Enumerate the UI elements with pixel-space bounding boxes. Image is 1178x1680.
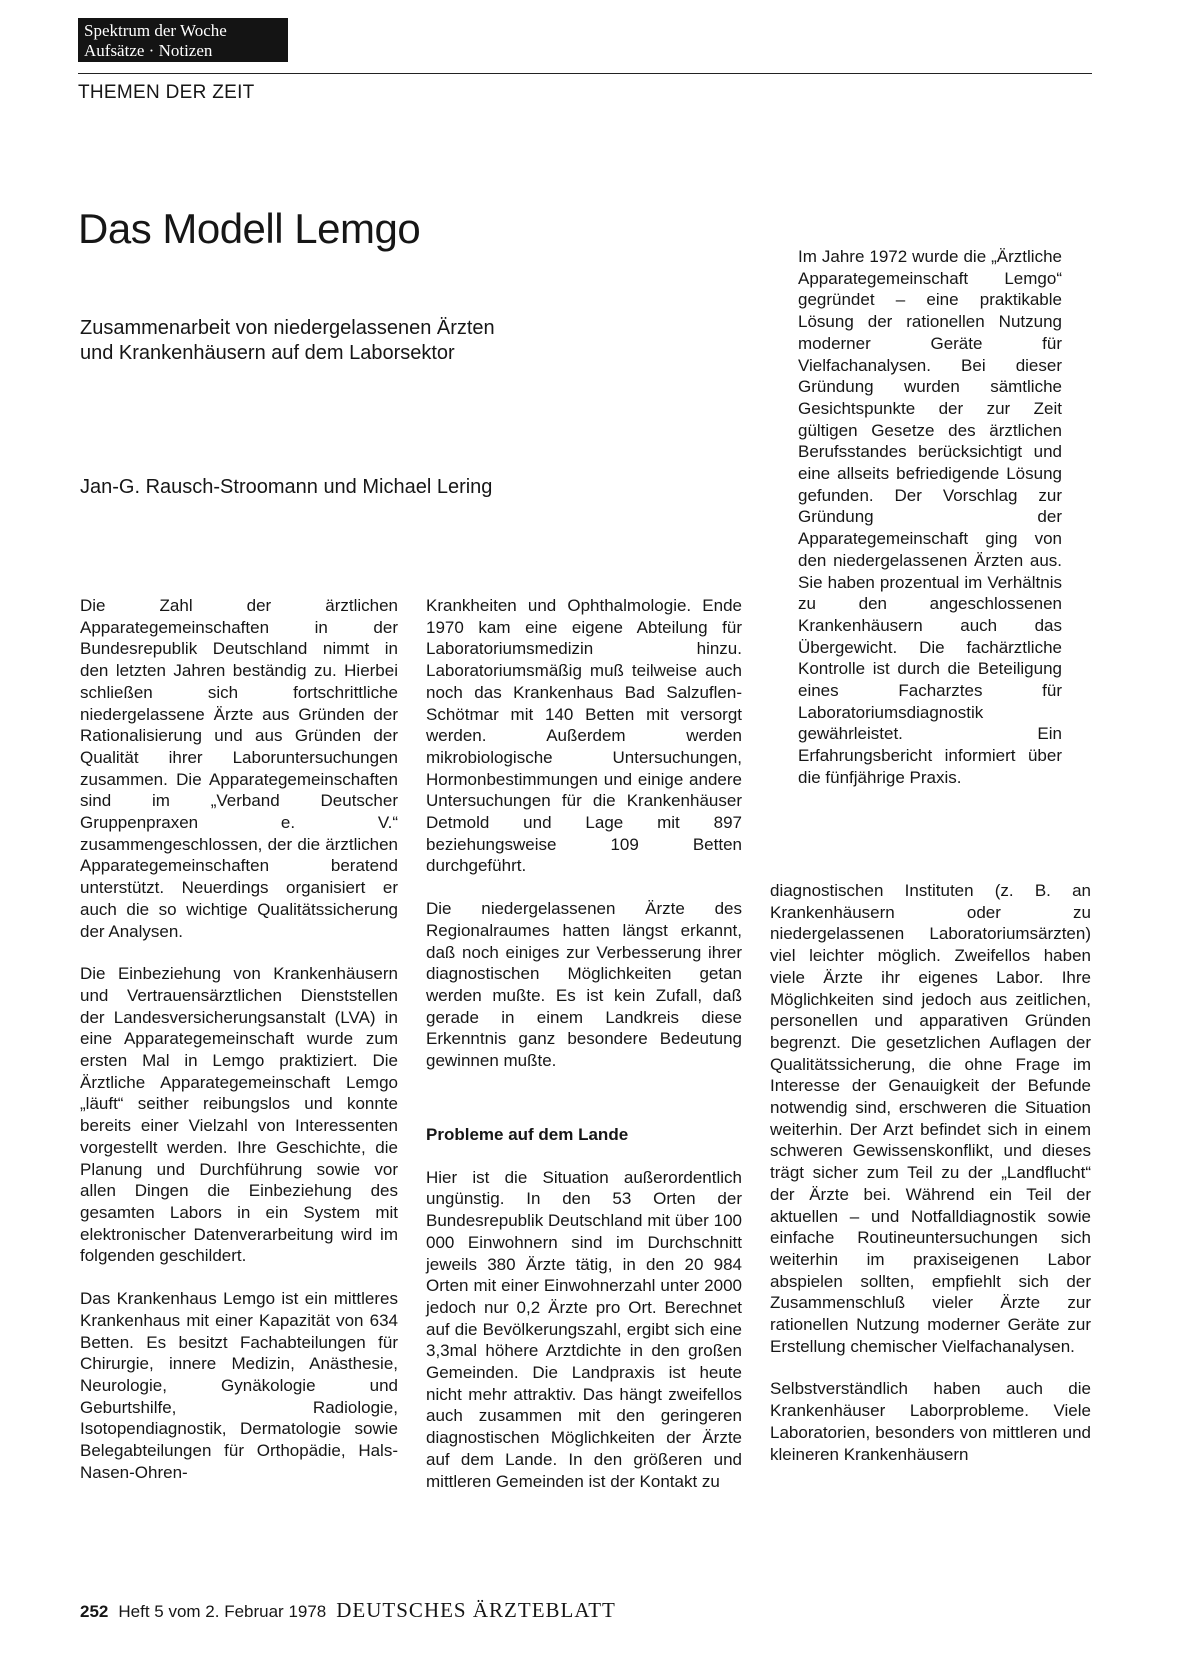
paragraph: diagnostischen Instituten (z. B. an Krankenhäusern oder zu niedergelassenen Laboratoriumsärzten) viel leichter möglich. Zweifellos haben viele Ärzte ihr eigenes Labor. Ihre Möglichkeiten sind jedoch aus zeitlichen, personellen und apparativen Gründen begrenzt. Die gesetzlichen Auflagen der Qualitätssicherung, die ohne Frage im Interesse der Genauigkeit der Befunde notwendig sind, erschweren die Situation weiterhin. Der Arzt befindet sich in einem schweren Gewissenskonflikt, und dieses trägt sicher zum Teil zu der „Landflucht“ der Ärzte bei. Während ein Teil der aktuellen – und Notfalldiagnostik sowie einfache Routineuntersuchungen sich weiterhin im praxiseigenen Labor abspielen sollten, empfiehlt sich der Zusammenschluß vieler Ärzte zur rationellen Nutzung moderner Geräte zur Erstellung chemischer Vielfachanalysen.	[770, 881, 1091, 1356]
paragraph: Hier ist die Situation außerordentlich ungünstig. In den 53 Orten der Bundesrepublik Deutschland mit über 100 000 Einwohnern sind im Durchschnitt jeweils 380 Ärzte tätig, in den 20 984 Orten mit einer Einwohnerzahl unter 2000 jedoch nur 0,2 Ärzte pro Ort. Berechnet auf die Bevölkerungszahl, ergibt sich eine 3,3mal höhere Arztdichte in den großen Gemeinden. Die Landpraxis ist heute nicht mehr attraktiv. Das hängt zweifellos auch zusammen mit den geringeren diagnostischen Möglichkeiten der Ärzte auf dem Lande. In den größeren und mittleren Gemeinden ist der Kontakt zu	[426, 1167, 742, 1491]
masthead	[78, 18, 288, 62]
paragraph: Die niedergelassenen Ärzte des Regionalraumes hatten längst erkannt, daß noch einiges zur Verbesserung ihrer diagnostischen Möglichkeiten getan werden mußte. Es ist kein Zufall, daß gerade in einem Landkreis diese Erkenntnis ganz besondere Bedeutung gewinnen mußte.	[426, 899, 742, 1071]
publication-name: DEUTSCHES ÄRZTEBLATT	[336, 1598, 616, 1622]
paragraph: Das Krankenhaus Lemgo ist ein mittleres Krankenhaus mit einer Kapazität von 634 Betten. Es besitzt Fachabteilungen für Chirurgie, innere Medizin, Anästhesie, Neurologie, Gynäkologie und Geburtshilfe, Radiologie, Isotopendiagnostik, Dermatologie sowie Belegabteilungen für Orthopädie, Hals-Nasen-Ohren-	[80, 1289, 398, 1482]
subtitle-line-2: und Krankenhäusern auf dem Laborsektor	[80, 342, 455, 364]
article-authors: Jan-G. Rausch-Stroomann und Michael Lering	[80, 476, 493, 498]
paragraph: Selbstverständlich haben auch die Krankenhäuser Laborprobleme. Viele Laboratorien, besonders von mittleren und kleineren Krankenhäusern	[770, 1379, 1091, 1464]
article-subtitle	[80, 316, 495, 366]
body-column-2-bottom	[426, 1124, 742, 1492]
subtitle-line-1: Zusammenarbeit von niedergelassenen Ärzten	[80, 317, 495, 339]
issue-info: Heft 5 vom 2. Februar 1978	[118, 1602, 327, 1621]
body-column-1	[80, 595, 398, 1483]
article-title: Das Modell Lemgo	[78, 205, 421, 252]
section-label: THEMEN DER ZEIT	[78, 82, 255, 103]
masthead-line-2: Aufsätze · Notizen	[84, 41, 213, 60]
body-column-2-top	[426, 595, 742, 1072]
page-number: 252	[80, 1602, 109, 1621]
paragraph: Die Einbeziehung von Krankenhäusern und Vertrauensärztlichen Dienststellen der Landesversicherungsanstalt (LVA) in eine Apparategemeinschaft wurde zum ersten Mal in Lemgo praktiziert. Die Ärztliche Apparategemeinschaft Lemgo „läuft“ seither reibungslos und konnte bereits einer Vielzahl von Interessenten vorgestellt werden. Ihre Geschichte, die Planung und Durchführung sowie vor allen Dingen die Einbeziehung des gesamten Labors in ein System mit elektronischer Datenverarbeitung wird im folgenden geschildert.	[80, 964, 398, 1266]
paragraph: Die Zahl der ärztlichen Apparategemeinschaften in der Bundesrepublik Deutschland nimmt in den letzten Jahren beständig zu. Hierbei schließen sich fortschrittliche niedergelassene Ärzte aus Gründen der Rationalisierung und aus Gründen der Qualität ihrer Laboruntersuchungen zusammen. Die Apparategemeinschaften sind im „Verband Deutscher Gruppenpraxen e. V.“ zusammengeschlossen, der die ärztlichen Apparategemeinschaften beratend unterstützt. Neuerdings organisiert er auch die so wichtige Qualitätssicherung der Analysen.	[80, 596, 398, 941]
abstract-paragraph: Im Jahre 1972 wurde die „Ärztliche Apparategemeinschaft Lemgo“ gegründet – eine praktikable Lösung der rationellen Nutzung moderner Geräte für Vielfachanalysen. Bei dieser Gründung wurden sämtliche Gesichtspunkte der zur Zeit gültigen Gesetze des ärztlichen Berufsstandes berücksichtigt und eine allseits befriedigende Lösung gefunden. Der Vorschlag zur Gründung der Apparategemeinschaft ging von den niedergelassenen Ärzten aus. Sie haben prozentual im Verhältnis zu den angeschlossenen Krankenhäusern auch das Übergewicht. Die fachärztliche Kontrolle ist durch die Beteiligung eines Facharztes für Laboratoriumsdiagnostik gewährleistet. Ein Erfahrungsbericht informiert über die fünfjährige Praxis.	[798, 247, 1062, 787]
masthead-line-1: Spektrum der Woche	[84, 21, 227, 40]
body-column-3	[770, 880, 1091, 1465]
section-heading: Probleme auf dem Lande	[426, 1125, 629, 1144]
header-rule	[78, 73, 1092, 74]
abstract-column	[798, 246, 1062, 789]
paragraph: Krankheiten und Ophthalmologie. Ende 1970 kam eine eigene Abteilung für Laboratoriumsmedizin hinzu. Laboratoriumsmäßig muß teilweise auch noch das Krankenhaus Bad Salzuflen-Schötmar mit 140 Betten mit versorgt werden. Außerdem werden mikrobiologische Untersuchungen, Hormonbestimmungen und einige andere Untersuchungen für die Krankenhäuser Detmold und Lage mit 897 beziehungsweise 109 Betten durchgeführt.	[426, 596, 742, 876]
page-footer	[80, 1598, 616, 1623]
